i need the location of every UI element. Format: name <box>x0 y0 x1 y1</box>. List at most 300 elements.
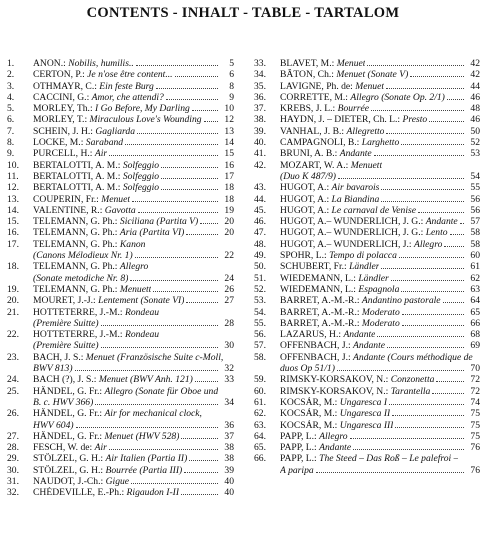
leader-dots <box>391 279 464 281</box>
toc-entry <box>254 261 480 272</box>
entry-composer: COUPERIN, Fr.: <box>33 193 99 205</box>
entry-line <box>280 261 480 272</box>
entry-text <box>280 148 372 159</box>
entry-text <box>280 318 400 329</box>
toc-entry <box>7 194 234 205</box>
entry-line <box>33 363 234 374</box>
entry-page: 38 <box>224 453 234 465</box>
entry-number: 29. <box>7 453 19 465</box>
entry-page: 46 <box>470 91 480 103</box>
entry-page: 54 <box>470 170 480 182</box>
entry-line <box>280 442 480 453</box>
leader-dots <box>161 188 218 190</box>
entry-composer: CHÉDEVILLE, E.-Ph.: <box>33 487 125 499</box>
entry-number: 20. <box>7 295 19 307</box>
entry-number: 34. <box>254 69 266 81</box>
leader-dots <box>204 120 218 122</box>
entry-composer: CACCINI, G.: <box>33 91 90 103</box>
entry-line <box>280 295 480 306</box>
toc-entry <box>7 465 234 476</box>
toc-entry <box>254 227 480 238</box>
toc-entry <box>254 397 480 408</box>
entry-page: 33 <box>224 374 234 386</box>
entry-text <box>33 58 134 69</box>
entry-text <box>280 205 416 216</box>
entry-line <box>280 329 480 340</box>
entry-page: 37 <box>224 430 234 442</box>
entry-work: La Biandina <box>331 193 380 205</box>
entry-composer: OFFENBACH, J.: <box>280 340 351 352</box>
entry-page: 12 <box>224 114 234 126</box>
entry-text <box>33 216 198 227</box>
leader-dots <box>387 346 464 348</box>
entry-text <box>280 239 442 250</box>
entry-text <box>280 114 427 125</box>
leader-dots <box>186 233 218 235</box>
entry-line <box>280 397 480 408</box>
entry-text <box>280 307 400 318</box>
entry-work: Miraculous Love's Wounding <box>89 114 202 126</box>
entry-text <box>33 126 135 137</box>
entry-line <box>280 284 480 295</box>
entry-page: 22 <box>224 250 234 262</box>
entry-number: 49. <box>254 250 266 262</box>
entry-work: Lento <box>425 227 448 239</box>
toc-entry <box>254 318 480 329</box>
entry-text <box>280 81 384 92</box>
leader-dots <box>460 222 464 224</box>
leader-dots <box>186 301 218 303</box>
entry-page: 27 <box>224 295 234 307</box>
entry-number: 60. <box>254 385 266 397</box>
entry-composer: HAYDN, J. – DIETER, Ch. L.: <box>280 114 401 126</box>
entry-composer: WIEDEMANN, L.: <box>280 283 356 295</box>
toc-entry <box>254 182 480 193</box>
entry-text <box>280 453 458 464</box>
entry-number: 3. <box>7 80 15 92</box>
toc-entry <box>7 329 234 352</box>
entry-work: Je n'ose être content... <box>87 69 173 81</box>
entry-number: 46. <box>254 216 266 228</box>
entry-line <box>280 386 480 397</box>
leader-dots <box>436 380 464 382</box>
entry-line <box>33 408 234 419</box>
leader-dots <box>135 256 218 258</box>
entry-number: 57. <box>254 340 266 352</box>
entry-text <box>33 92 164 103</box>
entry-work: Gavotta <box>104 204 136 216</box>
leader-dots <box>132 200 218 202</box>
entry-text <box>33 171 159 182</box>
entry-composer: BRUNI, A. B.: <box>280 148 338 160</box>
entry-work: Nobilis, humilis.. <box>68 58 134 69</box>
entry-work: Menuet <box>336 58 366 69</box>
entry-composer: VALENTINE, R.: <box>33 204 103 216</box>
entry-composer: HÄNDEL, G. Fr.: <box>33 430 103 442</box>
entry-number: 50. <box>254 261 266 273</box>
entry-work: The Steed – Das Roß – Le palefroi – <box>319 453 459 465</box>
entry-composer: CAMPAGNOLI, B.: <box>280 137 360 149</box>
toc-entry <box>254 69 480 80</box>
entry-work: Ländler <box>349 261 380 273</box>
toc-entry <box>7 103 234 114</box>
entry-composer: STÖLZEL, G. H.: <box>33 464 104 476</box>
entry-line <box>33 58 234 69</box>
entry-composer: MORLEY, Th.: <box>33 103 93 115</box>
entry-number: 59. <box>254 374 266 386</box>
entry-line <box>33 431 234 442</box>
leader-dots <box>402 324 464 326</box>
entry-composer: WIEDEMANN, L.: <box>280 272 356 284</box>
entry-number: 55. <box>254 317 266 329</box>
entry-line <box>280 58 480 69</box>
toc-entry <box>7 261 234 284</box>
entry-composer: BÂTON, Ch.: <box>280 69 334 81</box>
entry-number: 24. <box>7 374 19 386</box>
entry-line <box>280 227 480 238</box>
entry-text <box>33 148 107 159</box>
entry-text <box>33 205 136 216</box>
entry-number: 10. <box>7 159 19 171</box>
leader-dots <box>401 143 464 145</box>
entry-line <box>280 182 480 193</box>
leader-dots <box>175 75 218 77</box>
entry-text <box>280 442 351 453</box>
entry-line <box>33 182 234 193</box>
entry-line <box>33 295 234 306</box>
entry-line <box>33 194 234 205</box>
entry-work: Moderato <box>361 317 400 329</box>
entry-line <box>280 239 480 250</box>
entry-work: Saraband <box>85 137 124 149</box>
entry-composer: LAVIGNE, Ph. de: <box>280 80 353 92</box>
entry-line <box>280 69 480 80</box>
entry-composer: VANHAL, J. B.: <box>280 125 345 137</box>
toc-entry <box>254 239 480 250</box>
entry-line <box>33 340 234 351</box>
entry-text <box>33 386 218 397</box>
entry-number: 7. <box>7 125 15 137</box>
toc-entry <box>7 160 234 171</box>
entry-work: Andante <box>343 329 376 341</box>
entry-page: 65 <box>470 306 480 318</box>
toc-entry <box>7 487 234 498</box>
entry-work: Andante (Cours méthodique de <box>353 351 473 363</box>
toc-entry <box>7 182 234 193</box>
leader-dots <box>138 211 218 213</box>
entry-line <box>33 103 234 114</box>
toc-entry <box>7 227 234 238</box>
entry-work: Gagliarda <box>95 125 135 137</box>
leader-dots <box>410 75 464 77</box>
entry-number: 56. <box>254 329 266 341</box>
entry-line <box>280 126 480 137</box>
leader-dots <box>76 426 218 428</box>
toc-entry <box>7 442 234 453</box>
entry-text <box>33 408 202 419</box>
leader-dots <box>367 64 464 66</box>
entry-work-continued: BWV 813) <box>33 363 73 375</box>
leader-dots <box>432 392 464 394</box>
entry-text <box>280 194 379 205</box>
entry-composer: HUGOT, A.– WUNDERLICH, J.: <box>280 238 412 250</box>
entry-text <box>33 431 179 442</box>
entry-composer: RIMSKY-KORSAKOV, N.: <box>280 374 389 386</box>
entry-composer: TELEMANN, G. Ph.: <box>33 283 118 295</box>
entry-text <box>280 397 387 408</box>
toc-entry <box>254 420 480 431</box>
toc-entry <box>7 352 234 375</box>
leader-dots <box>131 482 218 484</box>
entry-number: 61. <box>254 396 266 408</box>
toc-entry <box>254 148 480 159</box>
entry-number: 39. <box>254 125 266 137</box>
entry-page: 64 <box>470 295 480 307</box>
leader-dots <box>353 448 464 450</box>
entry-composer: HUGOT, A.: <box>280 193 330 205</box>
toc-entry <box>254 273 480 284</box>
entry-work: Ein feste Burg <box>99 80 154 92</box>
entry-line <box>33 420 234 431</box>
entry-text <box>33 442 107 453</box>
entry-line <box>33 250 234 261</box>
toc-entry <box>254 160 480 183</box>
entry-number: 36. <box>254 91 266 103</box>
entry-line <box>33 318 234 329</box>
entry-composer: BARRET, A.-M.-R.: <box>280 306 360 318</box>
entry-line <box>33 205 234 216</box>
entry-composer: BERTALOTTI, A. M.: <box>33 159 121 171</box>
entry-text <box>33 160 159 171</box>
entry-work: Allegro (Sonate für Oboe und <box>104 385 219 397</box>
entry-composer: MOZART, W. A.: <box>280 159 349 171</box>
entry-text <box>280 420 393 431</box>
entry-page: 46 <box>470 114 480 126</box>
entry-page: 9 <box>229 91 234 103</box>
toc-entry <box>7 148 234 159</box>
entry-number: 28. <box>7 442 19 454</box>
entry-page: 56 <box>470 193 480 205</box>
entry-line <box>280 431 480 442</box>
toc-entry <box>254 453 480 476</box>
entry-page: 40 <box>224 475 234 487</box>
entry-page: 61 <box>470 261 480 273</box>
entry-text <box>280 386 430 397</box>
entry-work: Allegro <box>413 238 443 250</box>
entry-line <box>33 148 234 159</box>
entry-number: 33. <box>254 58 266 69</box>
entry-number: 9. <box>7 148 15 160</box>
leader-dots <box>338 177 464 179</box>
entry-page: 74 <box>470 396 480 408</box>
entry-line <box>280 352 480 363</box>
entry-work: Menuett <box>119 283 152 295</box>
entry-work: I Go Before, My Darling <box>95 103 190 115</box>
toc-entry <box>254 205 480 216</box>
entry-page: 32 <box>224 363 234 375</box>
toc-column-right <box>254 58 480 476</box>
entry-number: 51. <box>254 272 266 284</box>
entry-text <box>280 58 365 69</box>
entry-line <box>33 239 234 250</box>
entry-number: 63. <box>254 419 266 431</box>
entry-page: 42 <box>470 58 480 69</box>
leader-dots <box>181 437 218 439</box>
toc-entry <box>254 374 480 385</box>
entry-number: 53. <box>254 295 266 307</box>
toc-entry <box>254 114 480 125</box>
entry-composer: FESCH, W. de: <box>33 442 93 454</box>
entry-line <box>280 363 480 374</box>
entry-text <box>280 261 379 272</box>
entry-page: 30 <box>224 340 234 352</box>
leader-dots <box>316 471 464 473</box>
entry-line <box>33 453 234 464</box>
entry-composer: TELEMANN, G. Ph.: <box>33 216 118 228</box>
entry-page: 58 <box>470 227 480 239</box>
entry-number: 25. <box>7 385 19 397</box>
entry-number: 12. <box>7 182 19 194</box>
entry-number: 4. <box>7 91 15 103</box>
entry-page: 68 <box>470 329 480 341</box>
entry-work: Siciliana (Partita V) <box>119 216 199 228</box>
entry-work: Aria (Partita VI) <box>119 227 185 239</box>
entry-page: 10 <box>224 103 234 115</box>
entry-work: Menuet <box>355 80 385 92</box>
entry-page: 56 <box>470 204 480 216</box>
entry-number: 18. <box>7 261 19 273</box>
entry-number: 52. <box>254 283 266 295</box>
entry-text <box>280 69 408 80</box>
leader-dots <box>443 301 464 303</box>
entry-line <box>33 352 234 363</box>
toc-entry <box>254 442 480 453</box>
entry-composer: NAUDOT, J.-Ch.: <box>33 475 104 487</box>
entry-work: Menuet (BWV Anh. 121) <box>98 374 193 386</box>
entry-work: Allegro <box>319 430 348 442</box>
leader-dots <box>95 403 218 405</box>
entry-line <box>33 92 234 103</box>
toc-entry <box>7 81 234 92</box>
entry-page: 76 <box>470 464 480 476</box>
entry-work: Air bavarois <box>331 182 380 194</box>
entry-number: 48. <box>254 238 266 250</box>
entry-page: 15 <box>224 148 234 160</box>
entry-work: Espagnola <box>358 283 400 295</box>
entry-page: 58 <box>470 238 480 250</box>
entry-composer: TELEMANN, G. Ph.: <box>33 238 118 250</box>
entry-work: Andante <box>353 340 386 352</box>
entry-text <box>280 126 384 137</box>
entry-text <box>280 137 399 148</box>
entry-line <box>33 374 234 385</box>
entry-page: 34 <box>224 396 234 408</box>
leader-dots <box>189 459 218 461</box>
entry-number: 17. <box>7 238 19 250</box>
entry-composer: BACH (?), J. S.: <box>33 374 97 386</box>
entry-text <box>33 227 184 238</box>
entry-page: 44 <box>470 80 480 92</box>
entry-composer: SCHUBERT, Fr.: <box>280 261 347 273</box>
entry-number: 30. <box>7 464 19 476</box>
entry-text <box>280 160 382 171</box>
entry-page: 63 <box>470 283 480 295</box>
entry-line <box>33 476 234 487</box>
entry-work: Andantino pastorale <box>361 295 441 307</box>
toc-entry <box>254 340 480 351</box>
leader-dots <box>109 154 218 156</box>
leader-dots <box>153 290 218 292</box>
leader-dots <box>337 369 464 371</box>
toc-entry <box>254 250 480 261</box>
toc-entry <box>7 114 234 125</box>
entry-composer: LAZARUS, H.: <box>280 329 342 341</box>
entry-composer: MOURET, J.-J.: <box>33 295 96 307</box>
entry-work: Tarantella <box>390 385 431 397</box>
entry-number: 35. <box>254 80 266 92</box>
entry-text <box>280 216 458 227</box>
entry-number: 21. <box>7 306 19 318</box>
leader-dots <box>184 471 218 473</box>
entry-composer: KOCSÁR, M.: <box>280 419 338 431</box>
entry-text <box>33 182 159 193</box>
entry-page: 62 <box>470 272 480 284</box>
entry-number: 42. <box>254 159 266 171</box>
toc-entry <box>7 284 234 295</box>
leader-dots <box>389 403 464 405</box>
entry-text <box>280 227 448 238</box>
entry-number: 41. <box>254 148 266 160</box>
entry-composer: BACH, J. S.: <box>33 351 84 363</box>
leader-dots <box>166 98 218 100</box>
entry-text <box>33 103 190 114</box>
entry-page: 60 <box>470 250 480 262</box>
entry-number: 45. <box>254 204 266 216</box>
entry-page: 72 <box>470 385 480 397</box>
entry-number: 8. <box>7 137 15 149</box>
toc-entry <box>7 92 234 103</box>
leader-dots <box>395 426 464 428</box>
entry-number: 37. <box>254 103 266 115</box>
entry-composer: PAPP, L.: <box>280 453 317 465</box>
toc-entry <box>254 431 480 442</box>
entry-line <box>33 273 234 284</box>
entry-composer: LOCKE, M.: <box>33 137 84 149</box>
entry-page: 18 <box>224 182 234 194</box>
entry-work: Menuet (Sonate V) <box>336 69 409 81</box>
entry-composer: HÄNDEL, G. Fr.: <box>33 408 103 420</box>
entry-page: 18 <box>224 193 234 205</box>
entry-line <box>33 487 234 498</box>
leader-dots <box>450 233 464 235</box>
toc-entry <box>254 126 480 137</box>
leader-dots <box>136 64 218 66</box>
entry-page: 75 <box>470 408 480 420</box>
entry-number: 15. <box>7 216 19 228</box>
entry-line <box>280 453 480 464</box>
leader-dots <box>386 132 464 134</box>
entry-composer: BARRET, A.-M.-R.: <box>280 295 360 307</box>
entry-work-continued: (Sonate metodiche Nr. 8) <box>33 272 129 284</box>
leader-dots <box>377 335 464 337</box>
entry-work-continued: (Canons Mélodieux Nr. 1) <box>33 250 133 262</box>
entry-composer: STÖLZEL, G. H.: <box>33 453 104 465</box>
entry-text <box>33 239 145 250</box>
entry-line <box>33 284 234 295</box>
leader-dots <box>447 98 464 100</box>
entry-number: 54. <box>254 306 266 318</box>
entry-number: 44. <box>254 193 266 205</box>
